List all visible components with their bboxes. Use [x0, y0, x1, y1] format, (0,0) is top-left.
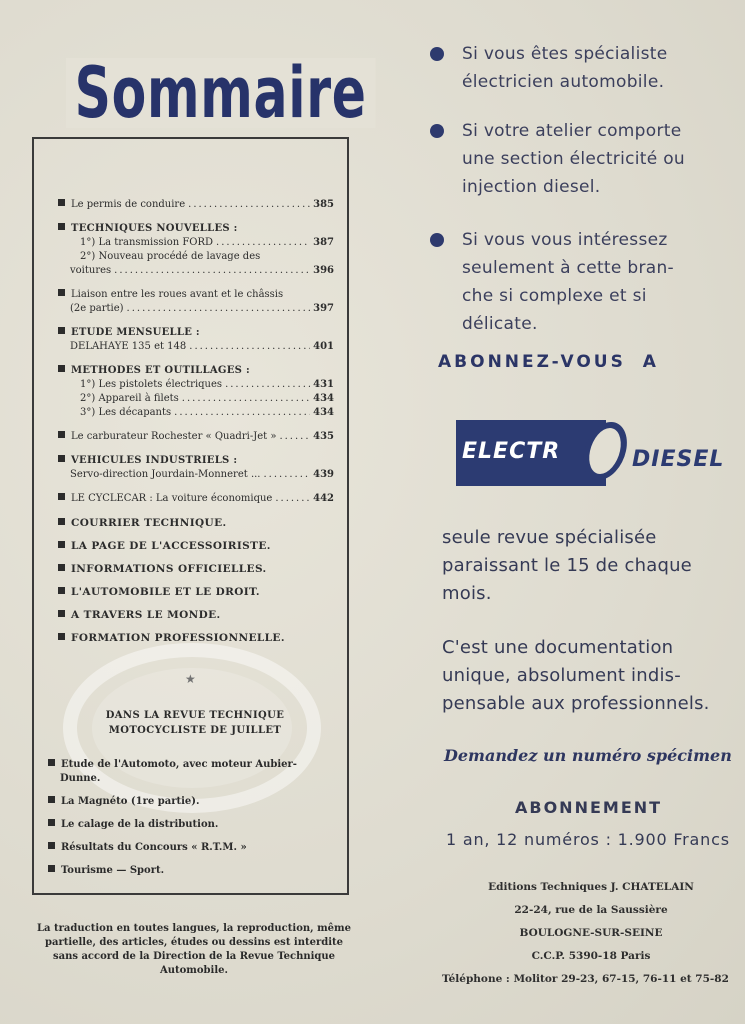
bullet-icon [48, 842, 55, 849]
toc-line [58, 392, 334, 406]
moto-text: Tourisme — Sport. [61, 865, 165, 876]
leader-dots [225, 378, 310, 392]
question-text [430, 226, 720, 338]
moto-item [48, 758, 338, 786]
toc-line [48, 795, 338, 809]
legal-line: Automobile. [159, 965, 228, 976]
question-line: Si vous vous intéressez [462, 230, 668, 250]
toc-line [48, 818, 338, 832]
toc-line [58, 585, 334, 599]
toc-entry [58, 454, 334, 482]
page-number: 435 [313, 431, 334, 442]
toc-line [58, 516, 334, 530]
rubrique-item [58, 608, 334, 622]
toc-line [58, 406, 334, 420]
leader-dots [189, 340, 310, 354]
sommaire-title: Sommaire [66, 58, 375, 128]
toc-line [48, 758, 338, 772]
toc-line [48, 864, 338, 878]
bullet-icon [58, 587, 65, 594]
bullet-icon [48, 819, 55, 826]
bullet-icon [58, 455, 65, 462]
question-line: Si vous êtes spécialiste [462, 44, 668, 64]
question-line: Si votre atelier comporte [462, 121, 682, 141]
rubrique-text: COURRIER TECHNIQUE. [71, 517, 227, 529]
leader-dots [174, 406, 310, 420]
moto-text: Etude de l'Automoto, avec moteur Aubier- [61, 759, 297, 770]
subscription-price: 1 an, 12 numéros : 1.900 Francs [446, 830, 730, 849]
toc-line [58, 264, 334, 278]
legal-notice [24, 922, 364, 978]
page-number: 396 [313, 265, 334, 276]
toc-text: TECHNIQUES NOUVELLES : [71, 223, 238, 234]
toc-text: 1°) La transmission FORD [80, 237, 214, 248]
toc-line [58, 364, 334, 378]
page-number: 442 [313, 493, 334, 504]
para-line: C'est une documentation [442, 637, 674, 658]
question-line: électricien automobile. [462, 72, 665, 92]
moto-list [48, 758, 338, 887]
moto-heading-line: MOTOCYCLISTE DE JUILLET [108, 725, 282, 736]
bullet-icon [58, 365, 65, 372]
bullet-icon [48, 759, 55, 766]
bullet-icon [58, 199, 65, 206]
bullet-icon [58, 541, 65, 548]
page-number: 401 [313, 341, 334, 352]
toc-line [58, 378, 334, 392]
toc-line [58, 326, 334, 340]
toc-line [58, 222, 334, 236]
toc-line [58, 236, 334, 250]
toc-entry [58, 492, 334, 506]
leader-dots [216, 236, 310, 250]
toc-entry [58, 198, 334, 212]
para-line: seule revue spécialisée [442, 527, 657, 548]
question-3 [430, 226, 720, 338]
question-line: délicate. [462, 314, 538, 334]
question-line: une section électricité ou [462, 149, 685, 169]
legal-line: La traduction en toutes langues, la reproduction, même [37, 923, 351, 934]
toc-text: Liaison entre les roues avant et le châssis [71, 289, 284, 300]
phone-line: Téléphone : Molitor 29-23, 67-15, 76-11 et 75-82 [442, 973, 729, 985]
leader-dots [279, 430, 310, 444]
toc-line [48, 772, 338, 786]
toc-text: VEHICULES INDUSTRIELS : [71, 455, 238, 466]
toc-entry [58, 326, 334, 354]
toc-line [58, 288, 334, 302]
moto-text: Le calage de la distribution. [61, 819, 219, 830]
toc-text: 2°) Appareil à filets [80, 393, 179, 404]
page-number: 387 [313, 237, 334, 248]
bullet-icon [58, 223, 65, 230]
toc-line [58, 562, 334, 576]
toc-line [58, 340, 334, 354]
rubrique-text: A TRAVERS LE MONDE. [71, 609, 221, 621]
leader-dots [263, 468, 310, 482]
toc-line [58, 492, 334, 506]
question-2 [430, 117, 720, 201]
bullet-icon [58, 610, 65, 617]
moto-text: Résultats du Concours « R.T.M. » [61, 842, 247, 853]
legal-line: partielle, des articles, études ou dessins est interdite [44, 937, 344, 948]
logo-electro: ELECTR [462, 439, 561, 464]
question-text [430, 117, 720, 201]
bullet-icon [58, 327, 65, 334]
bullet-dot-icon [430, 233, 444, 247]
para-line: pensable aux professionnels. [442, 693, 710, 714]
page-number: 397 [313, 303, 334, 314]
documentation-text [442, 634, 727, 718]
toc-line [58, 430, 334, 444]
rubrique-text: L'AUTOMOBILE ET LE DROIT. [71, 586, 260, 598]
page-number: 431 [313, 379, 334, 390]
electrodiesel-logo [456, 420, 725, 486]
question-1 [430, 40, 720, 96]
leader-dots [182, 392, 310, 406]
moto-item [48, 841, 338, 855]
star-ornament: ★ [185, 672, 196, 686]
leader-dots [127, 302, 311, 316]
page-number: 434 [313, 407, 334, 418]
rubrique-item [58, 585, 334, 599]
question-line: injection diesel. [462, 177, 601, 197]
moto-text: Dunne. [60, 773, 101, 784]
page-number: 434 [313, 393, 334, 404]
moto-heading [70, 708, 320, 738]
leader-dots [275, 492, 310, 506]
toc-text: Le carburateur Rochester « Quadri-Jet » [71, 431, 277, 442]
address-line: BOULOGNE-SUR-SEINE [519, 927, 663, 939]
bullet-icon [48, 796, 55, 803]
publisher-address [442, 876, 736, 991]
specimen-request: Demandez un numéro spécimen [444, 746, 732, 765]
bullet-icon [58, 564, 65, 571]
moto-heading-line: DANS LA REVUE TECHNIQUE [105, 710, 285, 721]
toc-line [58, 250, 334, 264]
toc-text: (2e partie) [70, 303, 124, 314]
toc-line [58, 468, 334, 482]
tagline [442, 524, 727, 608]
toc-text: 2°) Nouveau procédé de lavage des [80, 251, 261, 262]
toc-line [58, 198, 334, 212]
toc-text: LE CYCLECAR : La voiture économique [71, 493, 273, 504]
para-line: paraissant le 15 de chaque [442, 555, 692, 576]
page-number: 385 [313, 199, 334, 210]
moto-item [48, 818, 338, 832]
toc-line [58, 631, 334, 645]
bullet-icon [58, 289, 65, 296]
bullet-icon [58, 431, 65, 438]
toc-text: METHODES ET OUTILLAGES : [71, 365, 250, 376]
toc-text: Servo-direction Jourdain-Monneret ... [70, 469, 261, 480]
rubrique-text: LA PAGE DE L'ACCESSOIRISTE. [71, 540, 271, 552]
toc-text: 1°) Les pistolets électriques [80, 379, 223, 390]
toc-text: Le permis de conduire [71, 199, 186, 210]
toc-text: voitures [70, 265, 112, 276]
bullet-dot-icon [430, 47, 444, 61]
para-line: unique, absolument indis- [442, 665, 681, 686]
leader-dots [114, 264, 310, 278]
toc-entry [58, 430, 334, 444]
bullet-icon [48, 865, 55, 872]
rubrique-item [58, 631, 334, 645]
moto-item [48, 864, 338, 878]
toc-line [58, 539, 334, 553]
toc-text: DELAHAYE 135 et 148 [70, 341, 187, 352]
address-line: 22-24, rue de la Saussière [514, 904, 668, 916]
toc-entry [58, 364, 334, 420]
toc-line [48, 841, 338, 855]
toc-line [58, 608, 334, 622]
toc-line [58, 454, 334, 468]
page-number: 439 [313, 469, 334, 480]
legal-line: sans accord de la Direction de la Revue Technique [52, 951, 336, 962]
rubrique-item [58, 516, 334, 530]
toc-text: ETUDE MENSUELLE : [71, 327, 200, 338]
question-line: che si complexe et si [462, 286, 647, 306]
address-line: Editions Techniques J. CHATELAIN [488, 881, 694, 893]
logo-diesel: DIESEL [632, 447, 725, 472]
address-line: C.C.P. 5390-18 Paris [531, 950, 651, 962]
question-line: seulement à cette bran- [462, 258, 674, 278]
bullet-icon [58, 493, 65, 500]
toc-line [58, 302, 334, 316]
para-line: mois. [442, 583, 492, 604]
rubrique-text: FORMATION PROFESSIONNELLE. [71, 632, 285, 644]
toc-entry [58, 222, 334, 278]
abonnez-heading: ABONNEZ-VOUS A [438, 352, 659, 372]
rubrique-item [58, 539, 334, 553]
question-text [430, 40, 720, 96]
bullet-dot-icon [430, 124, 444, 138]
abonnement-heading: ABONNEMENT [515, 798, 663, 817]
rubrique-item [58, 562, 334, 576]
rubrique-text: INFORMATIONS OFFICIELLES. [71, 563, 267, 575]
sommaire-list [58, 198, 334, 654]
bullet-icon [58, 633, 65, 640]
leader-dots [188, 198, 310, 212]
toc-text: 3°) Les décapants [80, 407, 172, 418]
moto-text: La Magnéto (1re partie). [61, 796, 200, 807]
moto-item [48, 795, 338, 809]
toc-entry [58, 288, 334, 316]
bullet-icon [58, 518, 65, 525]
